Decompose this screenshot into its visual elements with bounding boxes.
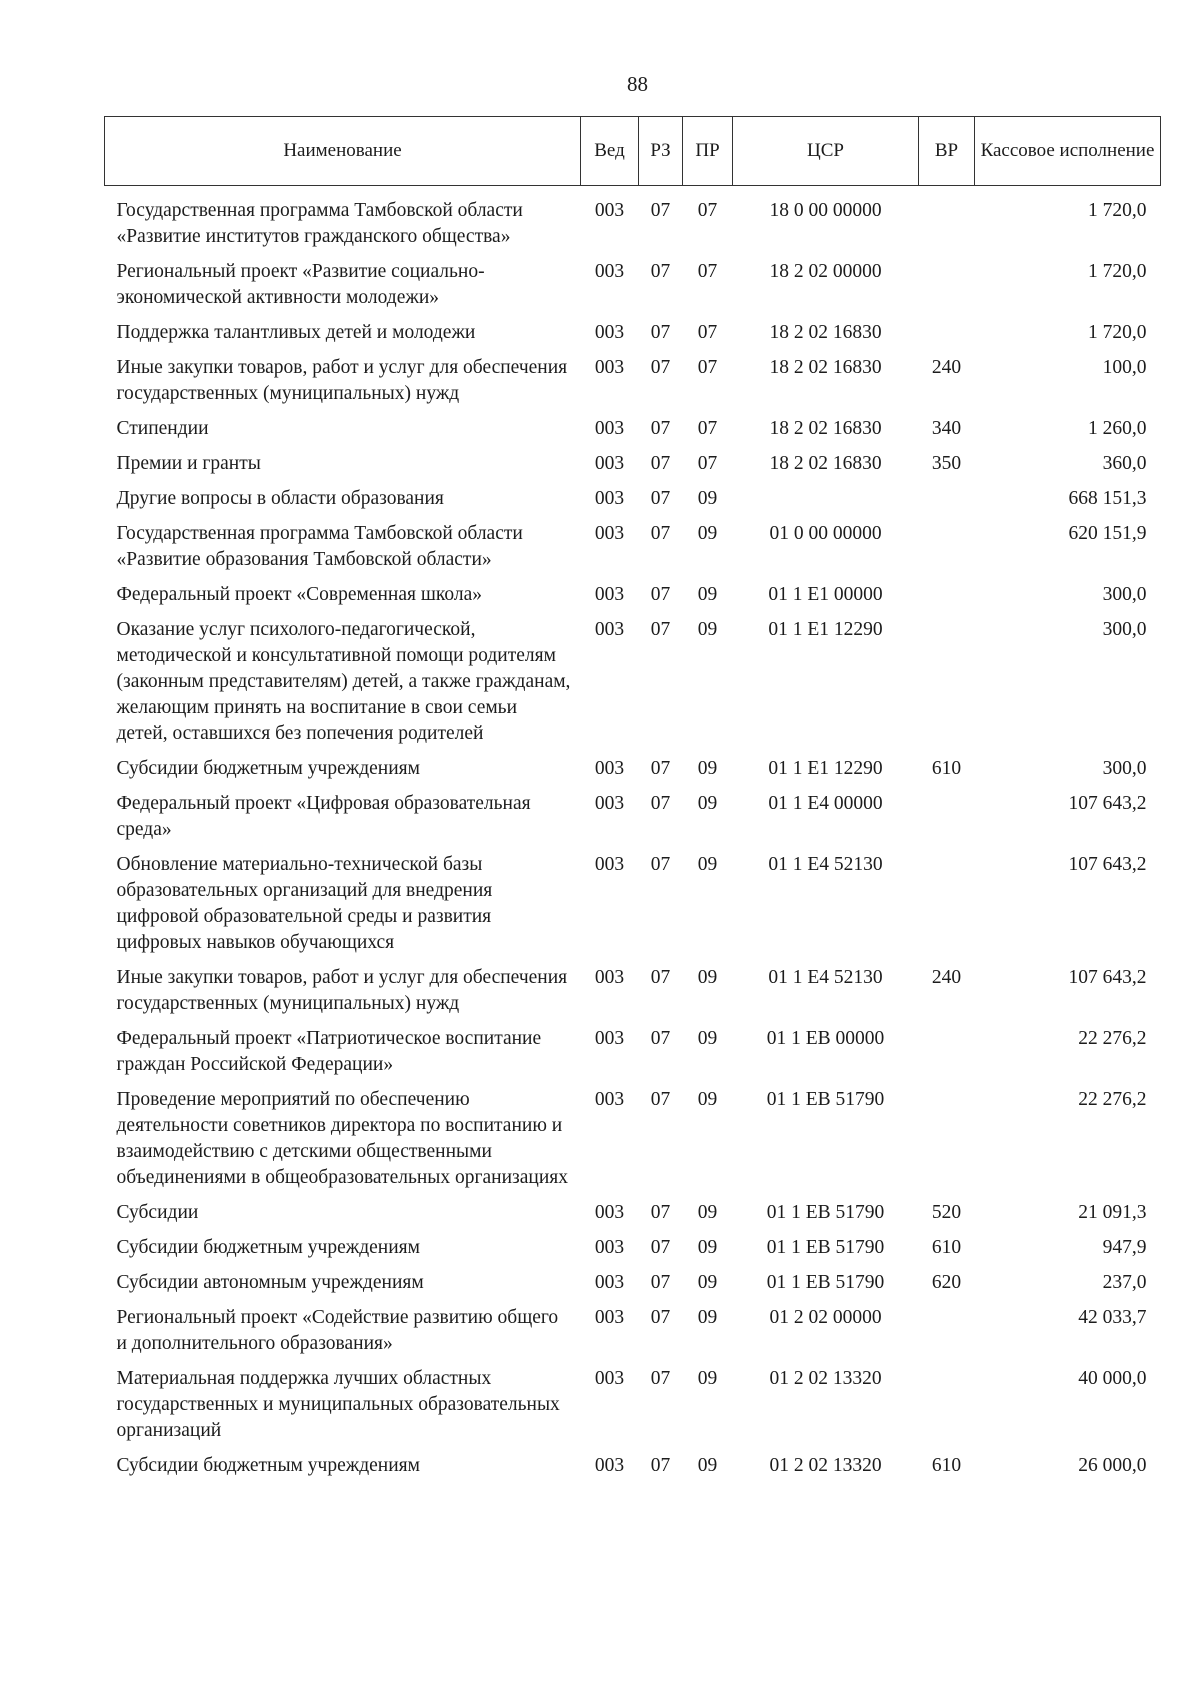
cell-ved: 003 bbox=[594, 523, 625, 544]
cell-csr: 01 1 EB 51790 bbox=[766, 1237, 885, 1258]
table-row bbox=[105, 1196, 1161, 1231]
cell-name: Региональный проект «Развитие социально-экономической активности молодежи» bbox=[116, 261, 485, 308]
cell-pr: 09 bbox=[697, 1307, 718, 1328]
header-csr: ЦСР bbox=[733, 117, 919, 186]
cell-pr: 09 bbox=[697, 523, 718, 544]
cell-rz: 07 bbox=[650, 488, 671, 509]
cell-csr: 18 2 02 16830 bbox=[769, 357, 882, 378]
table-row bbox=[105, 517, 1161, 578]
cell-rz: 07 bbox=[650, 200, 671, 221]
cell-csr: 01 1 E1 12290 bbox=[768, 758, 883, 779]
cell-amount: 237,0 bbox=[1102, 1272, 1147, 1293]
cell-rz: 07 bbox=[650, 1028, 671, 1049]
table-header bbox=[105, 117, 1161, 186]
table-row bbox=[105, 412, 1161, 447]
cell-csr: 01 1 E1 12290 bbox=[768, 619, 883, 640]
cell-ved: 003 bbox=[594, 261, 625, 282]
table-row bbox=[105, 1022, 1161, 1083]
cell-ved: 003 bbox=[594, 1307, 625, 1328]
cell-amount: 107 643,2 bbox=[1068, 967, 1147, 988]
cell-csr: 01 2 02 00000 bbox=[769, 1307, 882, 1328]
cell-rz: 07 bbox=[650, 1455, 671, 1476]
cell-csr: 18 2 02 00000 bbox=[769, 261, 882, 282]
table-row bbox=[105, 351, 1161, 412]
cell-csr: 01 1 E4 00000 bbox=[768, 793, 883, 814]
cell-ved: 003 bbox=[594, 1272, 625, 1293]
cell-csr: 01 1 EB 51790 bbox=[766, 1202, 885, 1223]
cell-rz: 07 bbox=[650, 1237, 671, 1258]
table-row bbox=[105, 787, 1161, 848]
cell-pr: 09 bbox=[697, 758, 718, 779]
cell-name: Субсидии бюджетным учреждениям bbox=[116, 758, 420, 779]
cell-pr: 07 bbox=[697, 322, 718, 343]
cell-ved: 003 bbox=[594, 584, 625, 605]
cell-amount: 1 720,0 bbox=[1088, 261, 1147, 282]
cell-pr: 09 bbox=[697, 1089, 718, 1110]
cell-vr bbox=[919, 848, 975, 961]
cell-amount: 360,0 bbox=[1102, 453, 1147, 474]
cell-ved: 003 bbox=[594, 967, 625, 988]
table-row bbox=[105, 1301, 1161, 1362]
cell-ved: 003 bbox=[594, 322, 625, 343]
cell-vr bbox=[919, 1022, 975, 1083]
cell-ved: 003 bbox=[594, 793, 625, 814]
cell-vr bbox=[919, 613, 975, 752]
cell-rz: 07 bbox=[650, 1202, 671, 1223]
cell-pr: 09 bbox=[697, 1202, 718, 1223]
table-row bbox=[105, 1449, 1161, 1484]
cell-amount: 107 643,2 bbox=[1068, 854, 1147, 875]
cell-ved: 003 bbox=[594, 1368, 625, 1389]
table-row bbox=[105, 186, 1161, 256]
cell-csr: 18 2 02 16830 bbox=[769, 453, 882, 474]
cell-csr: 01 1 E4 52130 bbox=[768, 967, 883, 988]
cell-ved: 003 bbox=[594, 758, 625, 779]
cell-rz: 07 bbox=[650, 418, 671, 439]
table-row bbox=[105, 961, 1161, 1022]
cell-amount: 300,0 bbox=[1102, 584, 1147, 605]
cell-rz: 07 bbox=[650, 322, 671, 343]
cell-csr: 01 1 E4 52130 bbox=[768, 854, 883, 875]
cell-amount: 22 276,2 bbox=[1078, 1028, 1147, 1049]
cell-ved: 003 bbox=[594, 418, 625, 439]
cell-rz: 07 bbox=[650, 1307, 671, 1328]
header-rz: РЗ bbox=[639, 117, 683, 186]
table-row bbox=[105, 1266, 1161, 1301]
cell-csr: 01 1 EB 00000 bbox=[766, 1028, 885, 1049]
cell-amount: 26 000,0 bbox=[1078, 1455, 1147, 1476]
cell-name: Материальная поддержка лучших областных государственных и муниципальных образовательных организаций bbox=[116, 1368, 560, 1441]
header-name: Наименование bbox=[105, 117, 581, 186]
cell-csr: 01 2 02 13320 bbox=[769, 1368, 882, 1389]
table-row bbox=[105, 578, 1161, 613]
cell-pr: 09 bbox=[697, 488, 718, 509]
cell-rz: 07 bbox=[650, 967, 671, 988]
cell-csr: 18 0 00 00000 bbox=[769, 200, 882, 221]
cell-rz: 07 bbox=[650, 1272, 671, 1293]
cell-csr: 01 1 EB 51790 bbox=[766, 1272, 885, 1293]
cell-csr bbox=[733, 482, 919, 517]
cell-name: Стипендии bbox=[116, 418, 209, 439]
cell-name: Оказание услуг психолого-педагогической, методической и консультативной помощи родителям (законным представителям) детей, а также гражданам, желающим принять на воспитание в свои семьи детей, оставшихся без попечения родителей bbox=[116, 619, 571, 744]
cell-amount: 22 276,2 bbox=[1078, 1089, 1147, 1110]
cell-csr: 01 1 E1 00000 bbox=[768, 584, 883, 605]
cell-amount: 1 720,0 bbox=[1088, 322, 1147, 343]
cell-pr: 09 bbox=[697, 1455, 718, 1476]
table-row bbox=[105, 1362, 1161, 1449]
table-row bbox=[105, 752, 1161, 787]
cell-pr: 09 bbox=[697, 854, 718, 875]
cell-name: Субсидии bbox=[116, 1202, 199, 1223]
cell-ved: 003 bbox=[594, 1237, 625, 1258]
cell-rz: 07 bbox=[650, 854, 671, 875]
cell-amount: 21 091,3 bbox=[1078, 1202, 1147, 1223]
table-row bbox=[105, 848, 1161, 961]
cell-vr bbox=[919, 517, 975, 578]
cell-pr: 09 bbox=[697, 619, 718, 640]
cell-csr: 01 0 00 00000 bbox=[769, 523, 882, 544]
cell-amount: 300,0 bbox=[1102, 619, 1147, 640]
cell-vr bbox=[919, 1301, 975, 1362]
cell-name: Премии и гранты bbox=[116, 453, 261, 474]
cell-vr: 350 bbox=[931, 453, 962, 474]
cell-rz: 07 bbox=[650, 1368, 671, 1389]
cell-vr: 620 bbox=[931, 1272, 962, 1293]
cell-name: Поддержка талантливых детей и молодежи bbox=[116, 322, 476, 343]
cell-rz: 07 bbox=[650, 261, 671, 282]
cell-vr: 610 bbox=[931, 758, 962, 779]
cell-amount: 107 643,2 bbox=[1068, 793, 1147, 814]
cell-vr bbox=[919, 316, 975, 351]
cell-vr bbox=[919, 482, 975, 517]
cell-name: Субсидии бюджетным учреждениям bbox=[116, 1455, 420, 1476]
cell-name: Проведение мероприятий по обеспечению деятельности советников директора по воспитанию и взаимодействию с детскими общественными объединениями в общеобразовательных организациях bbox=[116, 1089, 568, 1188]
cell-pr: 07 bbox=[697, 357, 718, 378]
table-body bbox=[105, 186, 1161, 1485]
table-row bbox=[105, 316, 1161, 351]
cell-name: Государственная программа Тамбовской области «Развитие институтов гражданского общества» bbox=[116, 200, 523, 247]
table-row bbox=[105, 1231, 1161, 1266]
cell-name: Федеральный проект «Патриотическое воспитание граждан Российской Федерации» bbox=[116, 1028, 542, 1075]
header-pr: ПР bbox=[683, 117, 733, 186]
cell-pr: 07 bbox=[697, 453, 718, 474]
cell-pr: 09 bbox=[697, 1237, 718, 1258]
cell-name: Федеральный проект «Цифровая образовательная среда» bbox=[116, 793, 531, 840]
cell-pr: 07 bbox=[697, 418, 718, 439]
cell-pr: 09 bbox=[697, 1272, 718, 1293]
cell-ved: 003 bbox=[594, 1455, 625, 1476]
cell-vr: 520 bbox=[931, 1202, 962, 1223]
cell-amount: 300,0 bbox=[1102, 758, 1147, 779]
cell-rz: 07 bbox=[650, 619, 671, 640]
budget-table bbox=[104, 116, 1161, 1484]
cell-amount: 100,0 bbox=[1102, 357, 1147, 378]
table-row bbox=[105, 255, 1161, 316]
cell-name: Другие вопросы в области образования bbox=[116, 488, 444, 509]
cell-vr: 340 bbox=[931, 418, 962, 439]
cell-amount: 1 260,0 bbox=[1088, 418, 1147, 439]
cell-csr: 18 2 02 16830 bbox=[769, 418, 882, 439]
cell-vr: 610 bbox=[931, 1237, 962, 1258]
cell-amount: 1 720,0 bbox=[1088, 200, 1147, 221]
header-vr: ВР bbox=[919, 117, 975, 186]
cell-name: Федеральный проект «Современная школа» bbox=[116, 584, 482, 605]
cell-ved: 003 bbox=[594, 1089, 625, 1110]
table-row bbox=[105, 1083, 1161, 1196]
cell-pr: 09 bbox=[697, 1368, 718, 1389]
cell-vr: 610 bbox=[931, 1455, 962, 1476]
cell-rz: 07 bbox=[650, 758, 671, 779]
header-amount: Кассовое исполнение bbox=[975, 117, 1161, 186]
cell-vr bbox=[919, 186, 975, 256]
cell-name: Иные закупки товаров, работ и услуг для обеспечения государственных (муниципальных) нужд bbox=[116, 967, 568, 1014]
cell-name: Иные закупки товаров, работ и услуг для обеспечения государственных (муниципальных) нужд bbox=[116, 357, 568, 404]
cell-csr: 18 2 02 16830 bbox=[769, 322, 882, 343]
cell-rz: 07 bbox=[650, 584, 671, 605]
cell-name: Государственная программа Тамбовской области «Развитие образования Тамбовской области» bbox=[116, 523, 523, 570]
cell-amount: 620 151,9 bbox=[1068, 523, 1147, 544]
cell-rz: 07 bbox=[650, 1089, 671, 1110]
cell-amount: 40 000,0 bbox=[1078, 1368, 1147, 1389]
cell-name: Региональный проект «Содействие развитию общего и дополнительного образования» bbox=[116, 1307, 559, 1354]
cell-amount: 947,9 bbox=[1102, 1237, 1147, 1258]
cell-vr bbox=[919, 1362, 975, 1449]
table-row bbox=[105, 447, 1161, 482]
cell-amount: 668 151,3 bbox=[1068, 488, 1147, 509]
cell-vr: 240 bbox=[931, 357, 962, 378]
cell-name: Субсидии бюджетным учреждениям bbox=[116, 1237, 420, 1258]
cell-ved: 003 bbox=[594, 854, 625, 875]
cell-csr: 01 2 02 13320 bbox=[769, 1455, 882, 1476]
page-number: 88 bbox=[627, 72, 648, 96]
cell-name: Обновление материально-технической базы образовательных организаций для внедрения цифровой образовательной среды и развития цифровых навыков обучающихся bbox=[116, 854, 493, 953]
cell-pr: 09 bbox=[697, 584, 718, 605]
cell-pr: 07 bbox=[697, 200, 718, 221]
cell-pr: 07 bbox=[697, 261, 718, 282]
cell-pr: 09 bbox=[697, 967, 718, 988]
cell-vr bbox=[919, 578, 975, 613]
cell-rz: 07 bbox=[650, 793, 671, 814]
cell-csr: 01 1 EB 51790 bbox=[766, 1089, 885, 1110]
cell-vr: 240 bbox=[931, 967, 962, 988]
cell-amount: 42 033,7 bbox=[1078, 1307, 1147, 1328]
cell-rz: 07 bbox=[650, 357, 671, 378]
cell-rz: 07 bbox=[650, 453, 671, 474]
cell-ved: 003 bbox=[594, 619, 625, 640]
cell-vr bbox=[919, 787, 975, 848]
table-row bbox=[105, 482, 1161, 517]
cell-rz: 07 bbox=[650, 523, 671, 544]
cell-vr bbox=[919, 255, 975, 316]
cell-ved: 003 bbox=[594, 453, 625, 474]
cell-ved: 003 bbox=[594, 357, 625, 378]
cell-name: Субсидии автономным учреждениям bbox=[116, 1272, 424, 1293]
cell-ved: 003 bbox=[594, 488, 625, 509]
cell-pr: 09 bbox=[697, 793, 718, 814]
cell-pr: 09 bbox=[697, 1028, 718, 1049]
cell-ved: 003 bbox=[594, 1202, 625, 1223]
cell-vr bbox=[919, 1083, 975, 1196]
header-ved: Вед bbox=[581, 117, 639, 186]
table-row bbox=[105, 613, 1161, 752]
cell-ved: 003 bbox=[594, 1028, 625, 1049]
cell-ved: 003 bbox=[594, 200, 625, 221]
